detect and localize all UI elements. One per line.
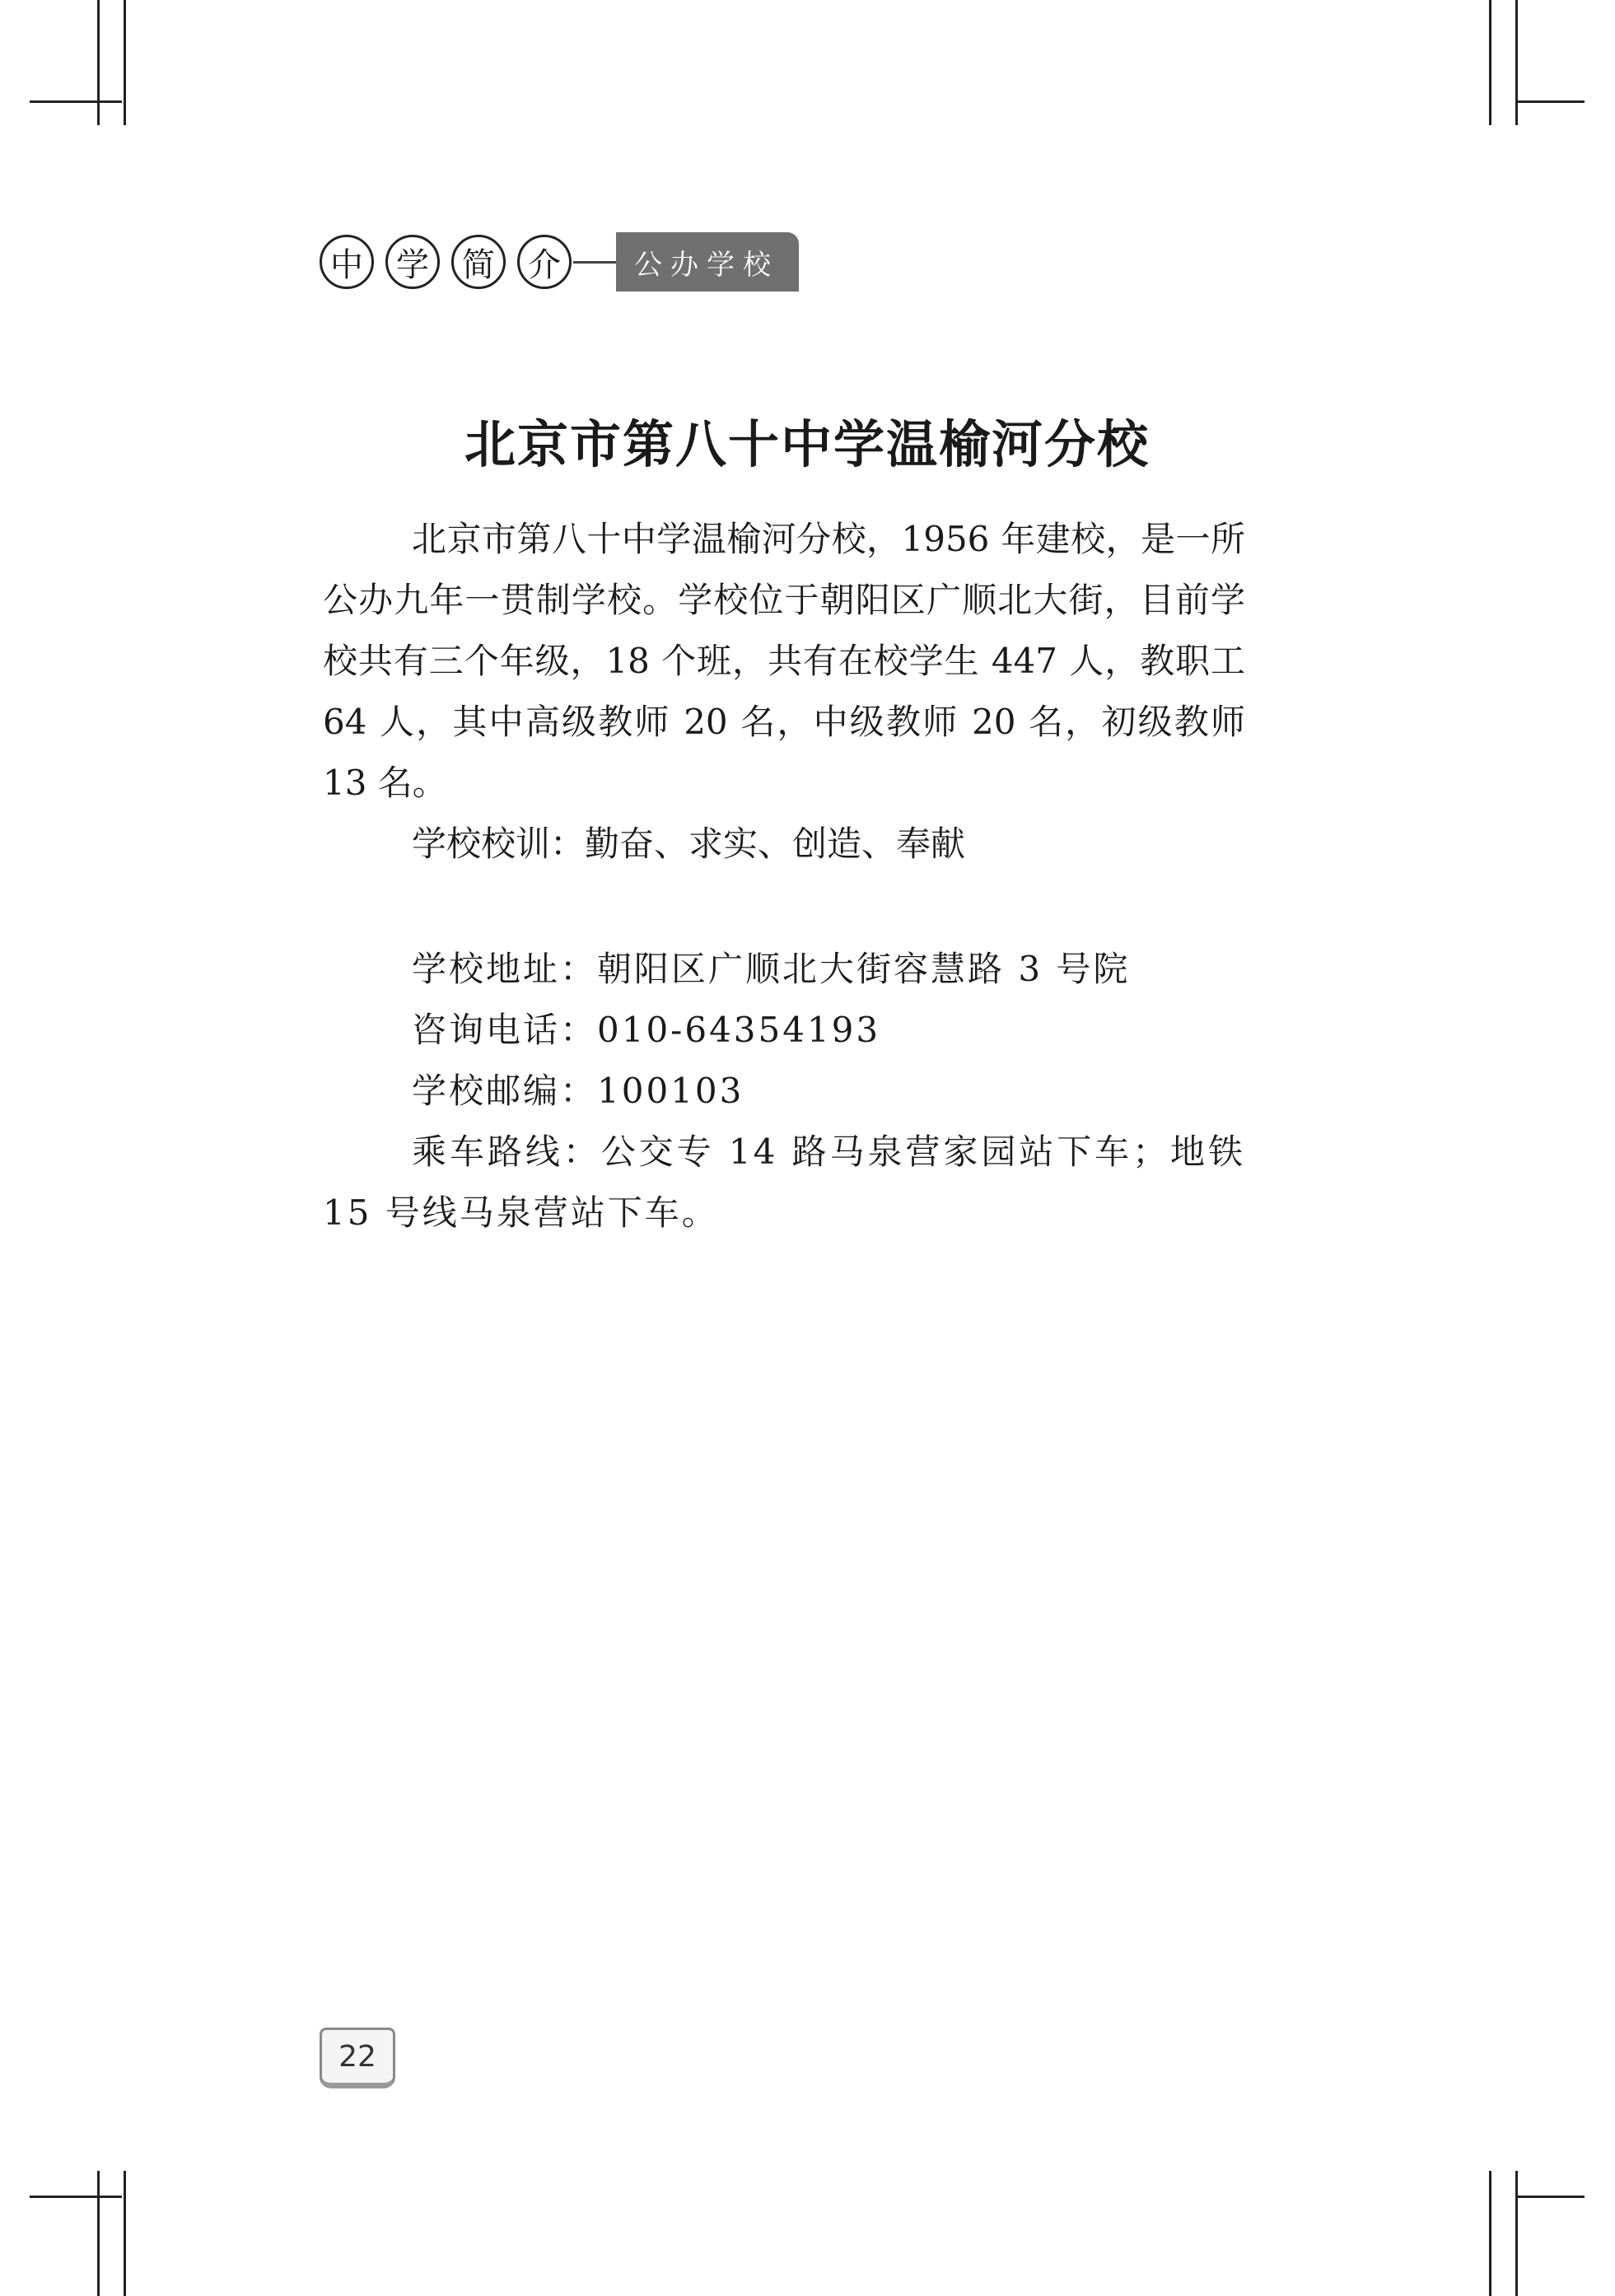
- header-circle-char: 简: [451, 235, 506, 289]
- crop-mark: [1489, 0, 1491, 125]
- header-connector-line: [573, 261, 616, 264]
- transit-route: 乘车路线：公交专 14 路马泉营家园站下车；地铁 15 号线马泉营站下车。: [323, 1132, 1245, 1233]
- motto-section: [323, 814, 1245, 875]
- header-circle-char: 学: [385, 235, 440, 289]
- crop-mark: [1515, 0, 1518, 125]
- crop-mark: [1517, 100, 1585, 103]
- crop-mark: [1517, 2196, 1585, 2198]
- school-phone: 咨询电话：010-64354193: [412, 1010, 881, 1050]
- crop-mark: [1515, 2171, 1518, 2296]
- header-category-tag: 公办学校: [616, 232, 799, 292]
- crop-mark: [1489, 2171, 1491, 2296]
- page-title: 北京市第八十中学温榆河分校: [464, 414, 1150, 474]
- header-circle-char: 介: [517, 235, 572, 289]
- crop-mark: [30, 100, 122, 103]
- school-info: [323, 939, 1245, 1244]
- crop-mark: [30, 2196, 122, 2198]
- crop-mark: [124, 2171, 126, 2296]
- school-address: 学校地址：朝阳区广顺北大街容慧路 3 号院: [412, 949, 1131, 989]
- crop-mark: [97, 2171, 100, 2296]
- page-number: 22: [320, 2028, 395, 2088]
- intro-paragraph: 北京市第八十中学温榆河分校，1956 年建校，是一所公办九年一贯制学校。学校位于朝阳区广顺北大街，目前学校共有三个年级，18 个班，共有在校学生 447 人，教职工 64 人，其中高级教师 20 名，中级教师 20 名，初级教师 13 名。: [323, 519, 1245, 803]
- school-postcode: 学校邮编：100103: [412, 1071, 744, 1111]
- intro-section: [323, 509, 1245, 814]
- school-motto: 学校校训：勤奋、求实、创造、奉献: [412, 824, 966, 864]
- header-circle-char: 中: [320, 235, 374, 289]
- crop-mark: [97, 0, 100, 125]
- section-header: [320, 232, 799, 292]
- crop-mark: [124, 0, 126, 125]
